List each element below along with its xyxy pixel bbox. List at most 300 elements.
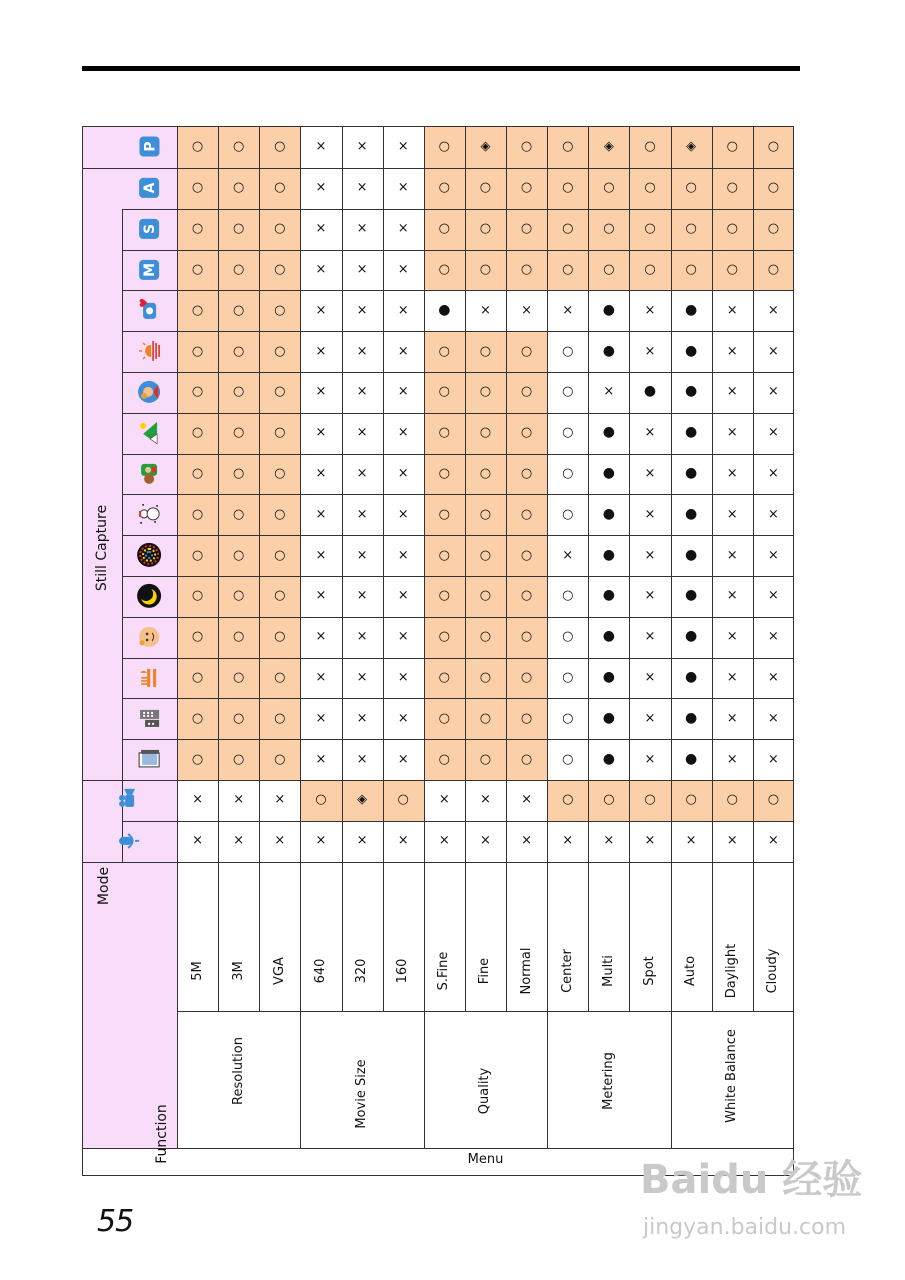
matrix-symbol: ○ bbox=[233, 302, 245, 318]
grid-line bbox=[122, 454, 794, 455]
matrix-symbol: × bbox=[315, 139, 327, 154]
matrix-symbol: × bbox=[726, 384, 738, 400]
matrix-symbol: × bbox=[315, 384, 327, 400]
grid-line bbox=[547, 126, 548, 1011]
matrix-symbol: ○ bbox=[233, 506, 245, 522]
matrix-symbol: × bbox=[397, 343, 409, 359]
matrix-symbol: ○ bbox=[562, 588, 574, 604]
grid-line bbox=[122, 494, 794, 495]
matrix-symbol: ○ bbox=[274, 302, 286, 318]
matrix-symbol: ○ bbox=[191, 139, 204, 154]
function-label: Function bbox=[154, 1104, 170, 1164]
matrix-symbol: × bbox=[356, 751, 368, 767]
matrix-symbol: × bbox=[767, 466, 779, 481]
matrix-symbol: × bbox=[397, 384, 409, 400]
matrix-symbol: ○ bbox=[397, 792, 409, 808]
grid-line bbox=[753, 126, 754, 1011]
matrix-symbol: ● bbox=[685, 587, 698, 604]
matrix-symbol: × bbox=[397, 506, 409, 522]
matrix-symbol: ○ bbox=[685, 180, 697, 196]
matrix-symbol: ● bbox=[685, 342, 698, 359]
matrix-symbol: ○ bbox=[438, 710, 451, 726]
matrix-symbol: × bbox=[356, 506, 368, 522]
matrix-symbol: ○ bbox=[644, 221, 656, 237]
matrix-symbol: ○ bbox=[562, 466, 574, 481]
matrix-symbol: × bbox=[644, 629, 656, 645]
matrix-symbol: × bbox=[562, 302, 574, 318]
matrix-symbol: ○ bbox=[191, 384, 204, 400]
grid-line bbox=[122, 413, 794, 414]
matrix-symbol: ○ bbox=[520, 180, 533, 196]
matrix-symbol: ● bbox=[602, 709, 615, 726]
matrix-symbol: ● bbox=[685, 505, 698, 522]
option-label: 160 bbox=[395, 958, 411, 984]
grid-line bbox=[300, 1011, 301, 1148]
grid-line bbox=[424, 1011, 425, 1148]
grid-line bbox=[122, 372, 794, 373]
matrix-symbol: ○ bbox=[726, 792, 738, 808]
matrix-symbol: ○ bbox=[479, 629, 492, 645]
matrix-symbol: ○ bbox=[562, 425, 574, 441]
matrix-symbol: × bbox=[315, 710, 327, 726]
matrix-symbol: ● bbox=[643, 383, 657, 400]
matrix-symbol: ○ bbox=[191, 710, 204, 726]
matrix-symbol: ○ bbox=[562, 139, 574, 154]
matrix-symbol: ○ bbox=[603, 792, 615, 808]
matrix-symbol: ● bbox=[602, 669, 615, 685]
matrix-symbol: ○ bbox=[644, 262, 656, 277]
matrix-symbol: ○ bbox=[479, 384, 492, 400]
matrix-symbol: × bbox=[644, 670, 656, 685]
matrix-symbol: ○ bbox=[274, 425, 286, 441]
matrix-symbol: × bbox=[315, 221, 327, 237]
matrix-symbol: ○ bbox=[479, 751, 492, 767]
matrix-symbol: ◈ bbox=[357, 792, 368, 808]
matrix-symbol: × bbox=[397, 425, 409, 441]
matrix-symbol: ○ bbox=[191, 425, 204, 441]
option-label: Spot bbox=[641, 956, 657, 986]
matrix-symbol: ● bbox=[602, 465, 615, 481]
matrix-symbol: × bbox=[356, 221, 368, 237]
matrix-symbol: ○ bbox=[233, 710, 245, 726]
matrix-symbol: ○ bbox=[274, 506, 286, 522]
matrix-symbol: ○ bbox=[438, 139, 451, 154]
matrix-symbol: × bbox=[644, 506, 656, 522]
matrix-symbol: × bbox=[397, 833, 409, 849]
grid-line bbox=[300, 126, 301, 1011]
matrix-symbol: ○ bbox=[520, 751, 533, 767]
matrix-symbol: × bbox=[767, 547, 779, 563]
matrix-symbol: × bbox=[397, 547, 409, 563]
matrix-symbol: × bbox=[274, 833, 286, 849]
matrix-symbol: ○ bbox=[233, 751, 245, 767]
matrix-symbol: ○ bbox=[191, 547, 204, 563]
matrix-symbol: ○ bbox=[603, 180, 615, 196]
matrix-symbol: ◈ bbox=[603, 139, 614, 154]
group-label: White Balance bbox=[724, 1029, 740, 1123]
grid-line bbox=[122, 780, 794, 781]
matrix-symbol: ○ bbox=[438, 588, 451, 604]
matrix-symbol: ○ bbox=[233, 588, 245, 604]
matrix-symbol: × bbox=[480, 833, 491, 849]
grid-line bbox=[424, 126, 425, 1011]
grid-line bbox=[506, 126, 507, 1011]
matrix-symbol: × bbox=[644, 751, 656, 767]
matrix-symbol: × bbox=[356, 262, 368, 277]
grid-line bbox=[793, 126, 794, 1176]
matrix-symbol: ○ bbox=[520, 588, 533, 604]
voice-recording-icon bbox=[109, 794, 150, 889]
grid-line bbox=[122, 821, 794, 822]
matrix-symbol: × bbox=[726, 466, 738, 481]
matrix-symbol: ○ bbox=[315, 792, 327, 808]
matrix-symbol: ○ bbox=[603, 221, 615, 237]
matrix-symbol: × bbox=[726, 629, 738, 645]
matrix-symbol: ○ bbox=[233, 629, 245, 645]
matrix-symbol: ○ bbox=[274, 710, 286, 726]
matrix-symbol: × bbox=[397, 466, 409, 481]
menu-label: Menu bbox=[467, 1152, 504, 1167]
matrix-symbol: ○ bbox=[520, 425, 533, 441]
matrix-symbol: ○ bbox=[479, 466, 492, 481]
matrix-symbol: × bbox=[397, 180, 409, 196]
matrix-symbol: ○ bbox=[520, 139, 533, 154]
matrix-symbol: ○ bbox=[438, 384, 451, 400]
matrix-symbol: ○ bbox=[479, 343, 492, 359]
option-label: Normal bbox=[518, 947, 534, 995]
matrix-symbol: ○ bbox=[274, 221, 286, 237]
matrix-symbol: ○ bbox=[438, 343, 451, 359]
matrix-symbol: × bbox=[356, 384, 368, 400]
matrix-symbol: ○ bbox=[191, 262, 204, 277]
matrix-symbol: × bbox=[644, 547, 656, 563]
matrix-symbol: ○ bbox=[603, 262, 615, 277]
matrix-symbol: ● bbox=[602, 587, 615, 604]
group-label: Quality bbox=[477, 1067, 493, 1115]
matrix-symbol: ○ bbox=[479, 670, 492, 685]
matrix-symbol: × bbox=[726, 343, 738, 359]
matrix-symbol: ○ bbox=[233, 262, 245, 277]
grid-line bbox=[218, 126, 219, 1011]
matrix-symbol: × bbox=[644, 343, 656, 359]
option-label: 5M bbox=[189, 961, 205, 981]
matrix-symbol: × bbox=[356, 588, 368, 604]
option-label: 320 bbox=[354, 958, 370, 984]
matrix-symbol: × bbox=[726, 506, 738, 522]
matrix-symbol: ● bbox=[685, 628, 698, 645]
matrix-symbol: × bbox=[315, 670, 327, 685]
matrix-symbol: ● bbox=[602, 301, 615, 318]
matrix-symbol: ○ bbox=[191, 343, 204, 359]
matrix-symbol: × bbox=[767, 425, 779, 441]
grid-line bbox=[629, 126, 630, 1011]
matrix-symbol: ◈ bbox=[686, 139, 697, 154]
matrix-symbol: ○ bbox=[479, 180, 492, 196]
matrix-symbol: × bbox=[356, 629, 368, 645]
grid-line bbox=[122, 658, 794, 659]
option-label: Cloudy bbox=[765, 948, 781, 994]
matrix-symbol: × bbox=[767, 384, 779, 400]
matrix-symbol: ○ bbox=[520, 343, 533, 359]
matrix-symbol: × bbox=[356, 302, 368, 318]
matrix-symbol: × bbox=[315, 833, 327, 849]
matrix-symbol: ○ bbox=[191, 629, 204, 645]
matrix-symbol: × bbox=[521, 792, 533, 808]
matrix-symbol: ○ bbox=[438, 506, 451, 522]
option-label: 640 bbox=[312, 958, 328, 984]
matrix-symbol: ○ bbox=[233, 466, 245, 481]
matrix-symbol: ○ bbox=[274, 629, 286, 645]
matrix-symbol: ● bbox=[685, 424, 698, 441]
option-label: Daylight bbox=[724, 943, 740, 999]
matrix-symbol: ○ bbox=[438, 547, 451, 563]
matrix-symbol: ○ bbox=[767, 139, 780, 154]
matrix-symbol: × bbox=[767, 588, 779, 604]
matrix-symbol: × bbox=[521, 833, 533, 849]
matrix-symbol: ○ bbox=[562, 384, 574, 400]
matrix-symbol: × bbox=[767, 751, 779, 767]
matrix-symbol: × bbox=[397, 710, 409, 726]
matrix-symbol: ○ bbox=[644, 180, 656, 196]
grid-line bbox=[122, 698, 794, 699]
matrix-symbol: × bbox=[521, 302, 533, 318]
svg-text:P: P bbox=[142, 141, 159, 153]
matrix-symbol: ○ bbox=[562, 670, 574, 685]
matrix-symbol: × bbox=[315, 262, 327, 277]
matrix-symbol: × bbox=[726, 710, 738, 726]
matrix-symbol: ○ bbox=[520, 466, 533, 481]
grid-line bbox=[465, 126, 466, 1011]
grid-line bbox=[122, 617, 794, 618]
matrix-symbol: ○ bbox=[233, 139, 245, 154]
option-label: 3M bbox=[230, 961, 246, 981]
matrix-symbol: ○ bbox=[520, 262, 533, 277]
matrix-symbol: ○ bbox=[233, 670, 245, 685]
matrix-symbol: × bbox=[397, 139, 409, 154]
grid-line bbox=[547, 1011, 548, 1148]
matrix-symbol: × bbox=[397, 221, 409, 237]
matrix-symbol: ○ bbox=[562, 792, 574, 808]
matrix-symbol: × bbox=[397, 302, 409, 318]
matrix-symbol: × bbox=[726, 547, 738, 563]
matrix-symbol: × bbox=[562, 833, 574, 849]
matrix-symbol: ○ bbox=[479, 506, 492, 522]
matrix-symbol: ○ bbox=[562, 751, 574, 767]
group-label: Resolution bbox=[230, 1037, 246, 1105]
matrix-symbol: × bbox=[397, 629, 409, 645]
matrix-symbol: ○ bbox=[274, 670, 286, 685]
grid-line bbox=[177, 126, 178, 1148]
grid-line bbox=[671, 1011, 672, 1148]
matrix-symbol: ○ bbox=[479, 425, 492, 441]
matrix-symbol: × bbox=[356, 139, 368, 154]
matrix-symbol: ○ bbox=[233, 547, 245, 563]
matrix-symbol: × bbox=[603, 384, 615, 400]
watermark-logo: Baidu 经验 bbox=[640, 1157, 863, 1203]
matrix-symbol: × bbox=[603, 833, 615, 849]
matrix-symbol: ○ bbox=[274, 588, 286, 604]
matrix-symbol: × bbox=[644, 466, 656, 481]
still-capture-label: Still Capture bbox=[94, 504, 110, 592]
matrix-symbol: × bbox=[397, 588, 409, 604]
matrix-symbol: ○ bbox=[562, 262, 574, 277]
matrix-symbol: ○ bbox=[191, 180, 204, 196]
matrix-symbol: ○ bbox=[191, 506, 204, 522]
matrix-symbol: ○ bbox=[562, 506, 574, 522]
matrix-symbol: × bbox=[356, 710, 368, 726]
matrix-symbol: ○ bbox=[233, 180, 245, 196]
matrix-symbol: × bbox=[767, 833, 779, 849]
matrix-symbol: × bbox=[397, 751, 409, 767]
matrix-symbol: × bbox=[767, 302, 779, 318]
matrix-symbol: ○ bbox=[233, 221, 245, 237]
grid-line bbox=[82, 126, 83, 1176]
matrix-symbol: ○ bbox=[562, 343, 574, 359]
matrix-symbol: ○ bbox=[274, 262, 286, 277]
matrix-symbol: × bbox=[356, 425, 368, 441]
option-label: VGA bbox=[271, 957, 287, 985]
group-label: Movie Size bbox=[354, 1059, 370, 1129]
matrix-symbol: × bbox=[767, 506, 779, 522]
matrix-symbol: ○ bbox=[562, 629, 574, 645]
matrix-symbol: × bbox=[726, 670, 738, 685]
matrix-symbol: ● bbox=[602, 750, 615, 767]
grid-line bbox=[383, 126, 384, 1011]
matrix-symbol: ● bbox=[602, 546, 615, 563]
matrix-symbol: ○ bbox=[274, 751, 286, 767]
matrix-symbol: ○ bbox=[767, 792, 780, 808]
matrix-symbol: ○ bbox=[233, 384, 245, 400]
matrix-symbol: ○ bbox=[438, 751, 451, 767]
matrix-symbol: ○ bbox=[274, 180, 286, 196]
watermark-url: jingyan.baidu.com bbox=[643, 1215, 847, 1240]
matrix-symbol: ● bbox=[685, 669, 698, 685]
option-label: Auto bbox=[683, 955, 699, 987]
matrix-symbol: ○ bbox=[438, 262, 451, 277]
matrix-symbol: ● bbox=[602, 628, 615, 645]
matrix-symbol: × bbox=[644, 588, 656, 604]
matrix-symbol: × bbox=[726, 302, 738, 318]
matrix-symbol: × bbox=[315, 629, 327, 645]
matrix-symbol: × bbox=[315, 751, 327, 767]
matrix-symbol: ● bbox=[685, 546, 698, 563]
grid-line bbox=[671, 126, 672, 1011]
option-label: S.Fine bbox=[436, 951, 452, 991]
grid-line bbox=[712, 126, 713, 1011]
matrix-symbol: ● bbox=[685, 709, 698, 726]
matrix-symbol: × bbox=[644, 425, 656, 441]
matrix-symbol: × bbox=[192, 833, 204, 849]
grid-line bbox=[122, 739, 794, 740]
matrix-symbol: × bbox=[233, 792, 245, 808]
grid-line bbox=[82, 126, 794, 127]
matrix-symbol: × bbox=[726, 588, 738, 604]
matrix-symbol: ○ bbox=[479, 221, 492, 237]
matrix-symbol: × bbox=[767, 670, 779, 685]
grid-line bbox=[122, 576, 794, 577]
matrix-symbol: ○ bbox=[726, 180, 738, 196]
matrix-symbol: ● bbox=[438, 301, 451, 318]
matrix-symbol: ● bbox=[685, 383, 698, 400]
matrix-symbol: ○ bbox=[520, 384, 533, 400]
matrix-symbol: × bbox=[356, 833, 368, 849]
matrix-symbol: ○ bbox=[644, 792, 656, 808]
matrix-symbol: × bbox=[644, 302, 656, 318]
matrix-symbol: × bbox=[767, 710, 779, 726]
matrix-symbol: ● bbox=[602, 342, 615, 359]
matrix-symbol: ○ bbox=[438, 670, 451, 685]
matrix-symbol: × bbox=[726, 425, 738, 441]
grid-line bbox=[122, 209, 794, 210]
matrix-symbol: × bbox=[767, 629, 779, 645]
matrix-symbol: ○ bbox=[562, 710, 574, 726]
matrix-symbol: ○ bbox=[191, 751, 204, 767]
matrix-symbol: ● bbox=[685, 750, 698, 767]
matrix-symbol: ○ bbox=[438, 425, 451, 441]
matrix-symbol: ○ bbox=[274, 139, 286, 154]
grid-line bbox=[342, 126, 343, 1011]
matrix-symbol: × bbox=[480, 302, 491, 318]
matrix-symbol: ● bbox=[685, 301, 698, 318]
matrix-symbol: ○ bbox=[438, 221, 451, 237]
matrix-symbol: × bbox=[315, 343, 327, 359]
matrix-symbol: ○ bbox=[644, 139, 656, 154]
matrix-symbol: × bbox=[315, 425, 327, 441]
svg-text:M: M bbox=[142, 263, 159, 277]
matrix-symbol: ○ bbox=[274, 466, 286, 481]
matrix-symbol: ○ bbox=[438, 629, 451, 645]
matrix-symbol: ○ bbox=[726, 262, 738, 277]
matrix-symbol: ◈ bbox=[480, 139, 491, 154]
matrix-symbol: ○ bbox=[726, 139, 738, 154]
option-label: Center bbox=[559, 949, 575, 993]
matrix-symbol: ○ bbox=[685, 221, 697, 237]
matrix-symbol: ○ bbox=[520, 221, 533, 237]
matrix-symbol: ○ bbox=[767, 180, 780, 196]
matrix-symbol: × bbox=[315, 506, 327, 522]
matrix-symbol: ○ bbox=[767, 221, 780, 237]
matrix-symbol: ○ bbox=[233, 343, 245, 359]
option-label: Fine bbox=[477, 957, 493, 985]
matrix-symbol: × bbox=[315, 547, 327, 563]
matrix-symbol: × bbox=[356, 670, 368, 685]
matrix-symbol: × bbox=[438, 833, 450, 849]
matrix-symbol: ○ bbox=[520, 710, 533, 726]
matrix-symbol: × bbox=[644, 710, 656, 726]
matrix-symbol: × bbox=[315, 466, 327, 481]
matrix-symbol: ○ bbox=[274, 343, 286, 359]
matrix-symbol: × bbox=[274, 792, 286, 808]
option-label: Multi bbox=[600, 955, 616, 987]
grid-line bbox=[82, 862, 794, 863]
grid-line bbox=[122, 250, 794, 251]
matrix-symbol: × bbox=[356, 547, 368, 563]
mode-label: Mode bbox=[96, 866, 112, 906]
matrix-symbol: ○ bbox=[274, 384, 286, 400]
matrix-symbol: × bbox=[438, 792, 450, 808]
matrix-symbol: ○ bbox=[479, 710, 492, 726]
matrix-symbol: ○ bbox=[520, 629, 533, 645]
grid-line bbox=[122, 535, 794, 536]
matrix-symbol: ○ bbox=[520, 547, 533, 563]
matrix-symbol: × bbox=[644, 833, 656, 849]
matrix-symbol: × bbox=[480, 792, 491, 808]
group-label: Metering bbox=[600, 1052, 616, 1110]
matrix-symbol: ○ bbox=[438, 180, 451, 196]
matrix-symbol: × bbox=[233, 833, 245, 849]
matrix-symbol: ○ bbox=[191, 302, 204, 318]
svg-text:S: S bbox=[142, 224, 159, 235]
